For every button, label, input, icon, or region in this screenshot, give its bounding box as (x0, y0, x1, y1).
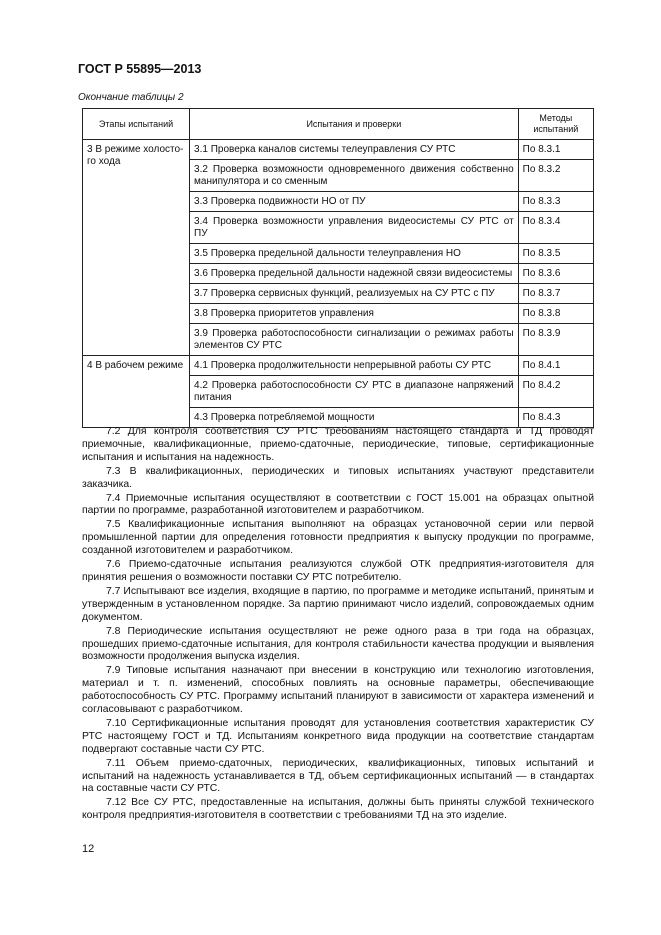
test-cell: 3.5 Проверка предельной дальности телеуправления НО (190, 244, 519, 264)
stage-label: 4 В рабочем режиме (87, 360, 184, 371)
method-cell: По 8.3.5 (518, 244, 593, 264)
stage-cell (83, 140, 190, 356)
stage-cell (83, 356, 190, 428)
method-cell: По 8.3.4 (518, 212, 593, 244)
paragraph: 7.12 Все СУ РТС, предоставленные на испытания, должны быть приняты службой технического контроля предприятия-изготовителя в соответствии с требованиями ТД на это изделие. (82, 797, 594, 822)
test-cell: 4.2 Проверка работоспособности СУ РТС в диапазоне напряжений питания (190, 376, 519, 408)
tests-table (82, 108, 594, 428)
test-cell: 3.8 Проверка приоритетов управления (190, 304, 519, 324)
method-cell: По 8.3.3 (518, 192, 593, 212)
table-body (83, 140, 594, 428)
paragraph: 7.10 Сертификационные испытания проводят для установления соответствия характеристик СУ РТС настоящему ГОСТ и ТД. Испытаниям конкретного вида продукции на соответствие стандартам подвергают составные части СУ РТС. (82, 717, 594, 755)
column-header-methods-line2: испытаний (533, 124, 579, 134)
method-cell: По 8.4.1 (518, 356, 593, 376)
method-cell: По 8.3.8 (518, 304, 593, 324)
paragraph: 7.2 Для контроля соответствия СУ РТС требованиям настоящего стандарта и ТД проводят приемочные, квалификационные, приемо-сдаточные, периодические, типовые, сертификационные испытания и испытания на надежность. (82, 426, 594, 463)
method-cell: По 8.3.9 (518, 324, 593, 356)
test-cell: 3.9 Проверка работоспособности сигнализации о режимах работы элементов СУ РТС (190, 324, 519, 356)
paragraph: 7.11 Объем приемо-сдаточных, периодических, квалификационных, типовых испытаний и испытаний на надежность устанавливается в ТД, объем сертификационных испытаний — в стандартах на составные части СУ РТС. (82, 757, 594, 795)
column-header-test: Испытания и проверки (190, 109, 519, 140)
document-header: ГОСТ Р 55895—2013 (78, 62, 202, 76)
paragraph: 7.5 Квалификационные испытания выполняют на образцах установочной серии или первой промышленной партии для определения готовности предприятия к выпуску продукции по программе, созданной изготовителем и разработчиком. (82, 519, 594, 557)
paragraph: 7.6 Приемо-сдаточные испытания реализуются службой ОТК предприятия-изготовителя для принятия решения о возможности поставки СУ РТС потребителю. (82, 559, 594, 583)
test-cell: 3.7 Проверка сервисных функций, реализуемых на СУ РТС с ПУ (190, 284, 519, 304)
column-header-methods-line1: Методы (539, 113, 573, 123)
test-cell: 4.1 Проверка продолжительности непрерывной работы СУ РТС (190, 356, 519, 376)
paragraph: 7.7 Испытывают все изделия, входящие в партию, по программе и методике испытаний, принятым и утвержденным в установленном порядке. За партию принимают число изделий, сопровождаемых одним документом. (82, 585, 594, 623)
test-cell: 3.6 Проверка предельной дальности надежной связи видеосистемы (190, 264, 519, 284)
column-header-methods (518, 109, 593, 140)
stage-label: 3 В режиме холосто- (87, 144, 184, 155)
test-cell: 3.3 Проверка подвижности НО от ПУ (190, 192, 519, 212)
table-row (83, 140, 594, 160)
body-text (82, 426, 594, 824)
test-cell: 3.1 Проверка каналов системы телеуправления СУ РТС (190, 140, 519, 160)
method-cell: По 8.3.1 (518, 140, 593, 160)
page-number: 12 (82, 843, 95, 855)
test-cell: 3.2 Проверка возможности одновременного движения собственно манипулятора и со сменным (190, 160, 519, 192)
paragraph: 7.4 Приемочные испытания осуществляют в соответствии с ГОСТ 15.001 на образцах опытной партии по программе, разработанной изготовителем и разработчиком. (82, 492, 594, 517)
table-header-row (83, 109, 594, 140)
table-caption: Окончание таблицы 2 (78, 92, 184, 103)
column-header-stage: Этапы испытаний (83, 109, 190, 140)
table-row (83, 356, 594, 376)
method-cell: По 8.4.3 (518, 408, 593, 428)
test-cell: 3.4 Проверка возможности управления видеосистемы СУ РТС от ПУ (190, 212, 519, 244)
method-cell: По 8.4.2 (518, 376, 593, 408)
method-cell: По 8.3.2 (518, 160, 593, 192)
paragraph: 7.9 Типовые испытания назначают при внесении в конструкцию или технологию изготовления, материал и т. п. изменений, способных повлиять на основные параметры, обеспечивающие работоспособность СУ РТС. Программу испытаний планируют в зависимости от характера изменений и согласовывают с разработчиком. (82, 665, 594, 716)
method-cell: По 8.3.6 (518, 264, 593, 284)
test-cell: 4.3 Проверка потребляемой мощности (190, 408, 519, 428)
paragraph: 7.3 В квалификационных, периодических и типовых испытаниях участвуют представители заказчика. (82, 465, 594, 490)
paragraph: 7.8 Периодические испытания осуществляют не реже одного раза в три года на образцах, прошедших приемо-сдаточные испытания, для контроля стабильности качества продукции и выявления возможности продолжения выпуска изделия. (82, 625, 594, 663)
stage-label-continued: го хода (87, 156, 121, 167)
method-cell: По 8.3.7 (518, 284, 593, 304)
